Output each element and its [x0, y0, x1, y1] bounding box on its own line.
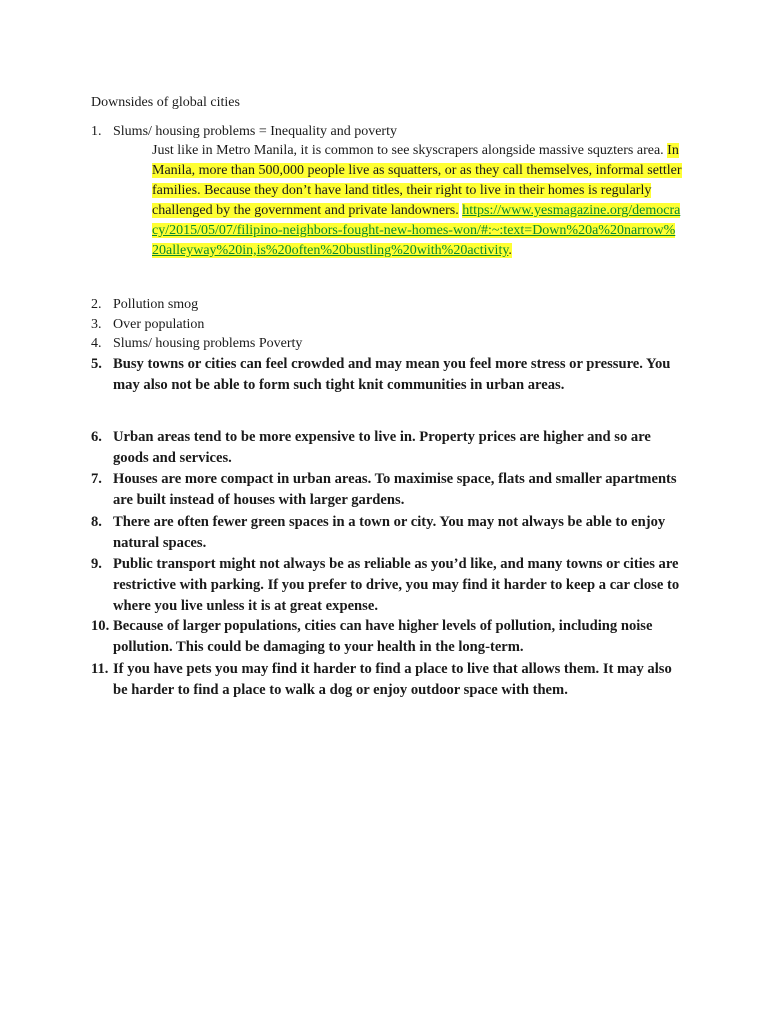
list-number: 3.	[91, 317, 102, 332]
list-number: 1.	[91, 124, 102, 139]
list-item	[91, 469, 681, 511]
list-item-text: If you have pets you may find it harder to find a place to live that allows them. It may also be harder to find a place to walk a dog or enjoy outdoor space with them.	[113, 661, 672, 698]
list-number: 4.	[91, 336, 102, 351]
list-item	[91, 512, 681, 554]
list-item-text: There are often fewer green spaces in a town or city. You may not always be able to enjoy natural spaces.	[113, 514, 666, 551]
item-1-detail	[152, 141, 682, 261]
list-item	[91, 335, 681, 353]
list-item-text: Houses are more compact in urban areas. To maximise space, flats and smaller apartments are built instead of houses with larger gardens.	[113, 471, 677, 508]
list-item	[91, 659, 681, 701]
list-item-text: Over population	[113, 317, 205, 332]
list-item-text: Busy towns or cities can feel crowded and may mean you feel more stress or pressure. You may also not be able to form such tight knit communities in urban areas.	[113, 356, 671, 393]
list-item-text: Slums/ housing problems Poverty	[113, 336, 303, 351]
list-number: 8.	[91, 514, 102, 530]
list-number: 2.	[91, 297, 102, 312]
highlighted-text: In Manila, more than 500,000 people live as squatters, or as they call themselves, informal settler families. Because they don’t have land titles, their right to live in their homes is regularly challenged by the government and private landowners.	[152, 143, 682, 218]
list-item	[91, 554, 681, 617]
list-item	[91, 123, 681, 141]
list-item	[91, 316, 681, 334]
list-item-text: Urban areas tend to be more expensive to live in. Property prices are higher and so are goods and services.	[113, 429, 651, 466]
list-item-text: Slums/ housing problems = Inequality and poverty	[113, 124, 397, 139]
list-number: 6.	[91, 429, 102, 445]
document-title: Downsides of global cities	[91, 95, 240, 110]
detail-plain-text: Just like in Metro Manila, it is common to see skyscrapers alongside massive squzters area.	[152, 143, 668, 158]
list-item	[91, 427, 681, 469]
list-number: 7.	[91, 471, 102, 487]
list-number: 10.	[91, 618, 110, 634]
list-item	[91, 616, 681, 658]
list-item	[91, 354, 681, 396]
list-item-text: Pollution smog	[113, 297, 199, 312]
list-item-text: Public transport might not always be as reliable as you’d like, and many towns or cities are restrictive with parking. If you prefer to drive, you may find it harder to keep a car close to where you live unless it is at great expense.	[113, 556, 680, 614]
list-item	[91, 296, 681, 314]
list-number: 9.	[91, 556, 102, 572]
list-number: 5.	[91, 356, 102, 372]
list-item-text: Because of larger populations, cities can have higher levels of pollution, including noise pollution. This could be damaging to your health in the long-term.	[113, 618, 653, 655]
link-suffix: .	[508, 243, 512, 258]
source-link[interactable]: https://www.yesmagazine.org/democracy/2015/05/07/filipino-neighbors-fought-new-homes-won/#:~:text=Down%20a%20narrow%20alleyway%20in,is%20often%20bustling%20with%20activity	[152, 203, 681, 258]
list-number: 11.	[91, 661, 109, 677]
